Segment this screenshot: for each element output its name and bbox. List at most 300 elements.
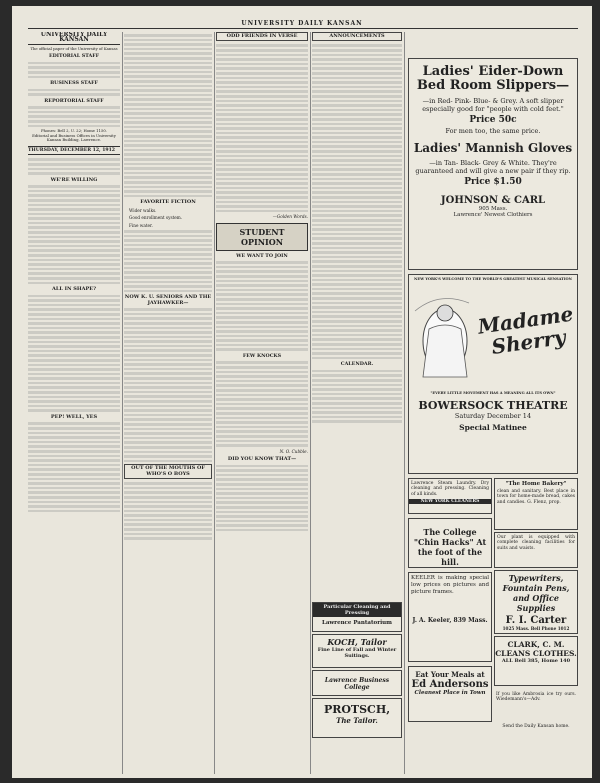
logo-line-student: STUDENT — [239, 226, 285, 237]
text-line — [312, 159, 402, 162]
text-line — [312, 191, 402, 194]
text-line — [216, 164, 308, 167]
text-line — [124, 428, 212, 431]
text-line — [216, 398, 308, 401]
text-line — [312, 132, 402, 135]
text-line — [216, 201, 308, 204]
text-line — [216, 435, 308, 438]
text-line — [124, 235, 212, 238]
text-line — [28, 468, 120, 471]
text-line — [312, 329, 402, 332]
text-line — [312, 113, 402, 116]
text-line — [124, 496, 212, 499]
text-line — [216, 511, 308, 514]
ad-keeler — [408, 572, 492, 662]
text-line — [312, 219, 402, 222]
text-line — [124, 514, 212, 517]
heading-we-want-to-join: WE WANT TO JOIN — [236, 252, 288, 259]
text-line — [216, 72, 308, 75]
text-line — [216, 497, 308, 500]
heading-calendar: CALENDAR. — [340, 361, 374, 368]
text-line — [216, 426, 308, 429]
text-line — [216, 421, 308, 424]
text-line — [28, 368, 120, 371]
ad-cleaning-pressing — [312, 602, 402, 632]
text-line — [124, 126, 212, 129]
text-line — [312, 123, 402, 126]
show-bottom-line: "EVERY LITTLE MOVEMENT HAS A MEANING ALL ITS OWN" — [430, 391, 556, 395]
heading-did-you-know: DID YOU KNOW THAT— — [227, 456, 297, 463]
text-line — [312, 256, 402, 259]
text-line — [28, 222, 120, 225]
text-line — [216, 270, 308, 273]
text-line — [124, 80, 212, 83]
text-line — [124, 195, 212, 198]
text-line — [28, 71, 120, 74]
text-line — [312, 348, 402, 351]
text-line — [124, 253, 212, 256]
text-line — [312, 118, 402, 121]
text-line — [28, 272, 120, 275]
text-line — [216, 275, 308, 278]
text-line — [216, 335, 308, 338]
text-line — [216, 430, 308, 433]
issue-date: THURSDAY, DECEMBER 12, 1912 — [28, 146, 120, 155]
text-line — [124, 121, 212, 124]
text-line — [216, 210, 308, 213]
text-line — [124, 75, 212, 78]
text-line — [216, 474, 308, 477]
text-line — [312, 54, 402, 57]
text-line — [312, 297, 402, 300]
text-line — [28, 450, 120, 453]
text-line — [312, 393, 402, 396]
text-line — [124, 451, 212, 454]
text-line — [216, 67, 308, 70]
text-line — [216, 298, 308, 301]
kansan-home-text: Send the Daily Kansan home. — [502, 724, 570, 729]
text-line — [28, 400, 120, 403]
text-line — [312, 411, 402, 414]
text-line — [312, 274, 402, 277]
text-line — [28, 386, 120, 389]
text-line — [28, 111, 120, 114]
text-line — [124, 140, 212, 143]
column-3 — [216, 32, 308, 774]
text-line — [124, 149, 212, 152]
text-line — [28, 120, 120, 123]
text-line — [216, 326, 308, 329]
text-line — [124, 39, 212, 42]
text-line — [124, 395, 212, 398]
text-line — [216, 312, 308, 315]
text-line — [28, 505, 120, 508]
text-line — [124, 455, 212, 458]
text-line — [216, 444, 308, 447]
text-line — [124, 66, 212, 69]
text-line — [124, 34, 212, 37]
text-line — [28, 66, 120, 69]
editorial-staff-heading: EDITORIAL STAFF — [48, 53, 100, 60]
text-line — [28, 501, 120, 504]
text-line — [124, 523, 212, 526]
text-line — [124, 94, 212, 97]
text-line — [124, 103, 212, 106]
theatre-date: Saturday December 14 — [454, 412, 532, 420]
masthead: UNIVERSITY DAILY KANSAN — [28, 32, 120, 45]
text-line — [124, 322, 212, 325]
text-line — [28, 295, 120, 298]
text-line — [312, 145, 402, 148]
text-line — [216, 529, 308, 532]
text-line — [124, 510, 212, 513]
text-line — [28, 382, 120, 385]
text-line — [124, 537, 212, 540]
text-line — [124, 313, 212, 316]
text-line — [312, 334, 402, 337]
text-line — [124, 52, 212, 55]
text-line — [216, 44, 308, 47]
text-line — [216, 465, 308, 468]
text-line — [124, 108, 212, 111]
text-line — [312, 86, 402, 89]
text-line — [124, 349, 212, 352]
ad-pantatorium: Lawrence Pantatorium — [322, 620, 392, 626]
carter-name: F. I. Carter — [505, 615, 567, 626]
text-line — [312, 357, 402, 360]
text-line — [28, 163, 120, 166]
text-line — [124, 248, 212, 251]
ad-protsch-sub: The Tailor. — [336, 716, 378, 725]
text-line — [216, 520, 308, 523]
plant-note-text: Our plant is equipped with complete cleaning facilities for suits and waists. — [497, 535, 575, 551]
text-line — [28, 249, 120, 252]
text-line — [28, 268, 120, 271]
text-line — [124, 405, 212, 408]
text-line — [28, 231, 120, 234]
text-line — [124, 281, 212, 284]
text-line — [124, 285, 212, 288]
text-line — [124, 446, 212, 449]
text-line — [312, 407, 402, 410]
text-line — [216, 417, 308, 420]
ad-koch-text: Fine Line of Fall and Winter Suitings. — [317, 647, 397, 659]
text-line — [124, 382, 212, 385]
text-line — [216, 316, 308, 319]
ad-plant-note — [494, 532, 578, 568]
text-line — [312, 196, 402, 199]
text-line — [28, 226, 120, 229]
text-line — [28, 254, 120, 257]
text-line — [124, 487, 212, 490]
text-line — [216, 524, 308, 527]
text-line — [312, 214, 402, 217]
text-line — [312, 270, 402, 273]
text-line — [124, 135, 212, 138]
text-line — [28, 240, 120, 243]
text-line — [28, 168, 120, 171]
ad-ed-andersons — [408, 666, 492, 722]
text-line — [312, 325, 402, 328]
text-line — [216, 104, 308, 107]
text-line — [216, 407, 308, 410]
cleaners-name: NEW YORK CLEANERS — [409, 499, 491, 504]
text-line — [124, 423, 212, 426]
text-line — [216, 159, 308, 162]
ad-business-college — [312, 670, 402, 696]
text-line — [28, 327, 120, 330]
text-line — [216, 77, 308, 80]
text-line — [124, 528, 212, 531]
text-line — [124, 354, 212, 357]
newspaper-page — [12, 6, 592, 778]
text-line — [312, 384, 402, 387]
text-line — [216, 330, 308, 333]
heading-odd-friends-in-verse: ODD FRIENDS IN VERSE — [216, 32, 308, 41]
favorite-item-1: Wider walks. — [129, 207, 157, 213]
text-line — [312, 228, 402, 231]
text-line — [124, 271, 212, 274]
phone-line: Phones: Bell 2, U. 22; Home 1150. — [40, 128, 108, 134]
text-line — [124, 71, 212, 74]
clark-sub: ALL Bell 385, Home 140 — [501, 658, 571, 664]
text-line — [28, 496, 120, 499]
ad-gloves-price: Price $1.50 — [464, 177, 522, 187]
text-line — [124, 48, 212, 51]
text-line — [312, 306, 402, 309]
text-line — [312, 81, 402, 84]
text-line — [28, 459, 120, 462]
text-line — [216, 501, 308, 504]
text-line — [28, 341, 120, 344]
text-line — [28, 478, 120, 481]
ad-firm-address: 905 Mass. — [478, 206, 508, 212]
text-line — [124, 112, 212, 115]
text-line — [216, 440, 308, 443]
text-line — [28, 354, 120, 357]
text-line — [124, 317, 212, 320]
text-line — [312, 49, 402, 52]
text-line — [312, 72, 402, 75]
text-line — [216, 63, 308, 66]
text-line — [312, 265, 402, 268]
text-line — [312, 187, 402, 190]
text-line — [312, 178, 402, 181]
text-line — [28, 455, 120, 458]
text-line — [312, 379, 402, 382]
text-line — [216, 113, 308, 116]
text-line — [28, 282, 120, 285]
heading-few-knocks: FEW KNOCKS — [242, 353, 282, 360]
anderson-name: Ed Andersons — [411, 679, 489, 690]
text-line — [312, 58, 402, 61]
column-rule — [404, 32, 405, 774]
text-line — [28, 350, 120, 353]
ad-gloves-title: Ladies' Mannish Gloves — [413, 141, 573, 155]
text-line — [216, 469, 308, 472]
ad-firm-tagline: Lawrence' Newest Clothiers — [453, 212, 533, 218]
text-line — [216, 266, 308, 269]
text-line — [312, 63, 402, 66]
text-line — [312, 201, 402, 204]
text-line — [28, 308, 120, 311]
text-line — [124, 158, 212, 161]
text-line — [124, 181, 212, 184]
text-line — [124, 153, 212, 156]
text-line — [124, 409, 212, 412]
text-line — [28, 277, 120, 280]
text-line — [216, 127, 308, 130]
text-line — [28, 217, 120, 220]
text-line — [216, 515, 308, 518]
text-line — [312, 343, 402, 346]
text-line — [28, 445, 120, 448]
text-line — [124, 418, 212, 421]
text-line — [312, 320, 402, 323]
text-line — [312, 338, 402, 341]
text-line — [28, 391, 120, 394]
text-line — [312, 402, 402, 405]
text-line — [216, 380, 308, 383]
ad-johnson-carl — [408, 58, 578, 270]
text-line — [216, 145, 308, 148]
bakery-name: "The Home Bakery" — [505, 481, 567, 487]
text-line — [312, 397, 402, 400]
text-line — [216, 280, 308, 283]
text-line — [216, 182, 308, 185]
text-line — [124, 505, 212, 508]
text-line — [216, 361, 308, 364]
text-line — [312, 370, 402, 373]
text-line — [312, 164, 402, 167]
favorite-item-2: Good enrollment system. — [129, 215, 183, 221]
knocks-signature: N. O. Cubble. — [279, 448, 308, 454]
text-line — [216, 348, 308, 351]
text-line — [216, 150, 308, 153]
text-line — [28, 487, 120, 490]
text-line — [28, 322, 120, 325]
text-line — [216, 488, 308, 491]
text-line — [124, 276, 212, 279]
text-line — [28, 427, 120, 430]
text-line — [312, 311, 402, 314]
text-line — [216, 196, 308, 199]
text-line — [124, 85, 212, 88]
text-line — [28, 199, 120, 202]
text-line — [216, 136, 308, 139]
text-line — [216, 289, 308, 292]
text-line — [28, 62, 120, 65]
heading-all-in-shape: ALL IN SHAPE? — [51, 286, 97, 293]
text-line — [124, 414, 212, 417]
text-line — [312, 136, 402, 139]
text-line — [216, 141, 308, 144]
text-line — [124, 244, 212, 247]
text-line — [124, 432, 212, 435]
ad-typewriters — [494, 570, 578, 634]
ad-protsch-tailor — [312, 698, 402, 738]
text-line — [124, 230, 212, 233]
clark-text: CLARK, C. M. CLEANS CLOTHES. — [495, 640, 577, 658]
ad-slippers-text: —in Red- Pink- Blue- & Grey. A soft slipper especially good for "people with cold feet." — [422, 97, 564, 113]
bakery-text: clean and sanitary. Best place in town for home-made bread, cakes and candies. G. Flenz, prop. — [497, 489, 575, 505]
text-line — [28, 482, 120, 485]
text-line — [28, 313, 120, 316]
text-line — [124, 186, 212, 189]
text-line — [216, 81, 308, 84]
text-line — [28, 106, 120, 109]
text-line — [124, 372, 212, 375]
typewriters-text: Typewriters, Fountain Pens, and Office Supplies — [502, 573, 570, 613]
carter-address: 1025 Mass. Bell Phone 1012 — [502, 626, 570, 631]
text-line — [124, 519, 212, 522]
text-line — [28, 158, 120, 161]
heading-out-of-the-mouths: OUT OF THE MOUTHS OF WHO'S O BOYS — [124, 464, 212, 479]
text-line — [312, 150, 402, 153]
text-line — [216, 123, 308, 126]
text-line — [124, 441, 212, 444]
text-line — [216, 261, 308, 264]
text-line — [28, 125, 120, 128]
text-line — [312, 104, 402, 107]
heading-willing: WE'RE WILLING — [50, 176, 98, 183]
heading-pep: PEP! WELL, YES — [50, 414, 98, 421]
business-staff-heading: BUSINESS STAFF — [50, 80, 98, 87]
text-line — [216, 506, 308, 509]
text-line — [28, 422, 120, 425]
text-line — [216, 178, 308, 181]
heading-announcements: ANNOUNCEMENTS — [312, 32, 402, 41]
text-line — [124, 89, 212, 92]
text-line — [28, 373, 120, 376]
text-line — [124, 437, 212, 440]
text-line — [28, 405, 120, 408]
text-line — [216, 366, 308, 369]
text-line — [28, 213, 120, 216]
keeler-text: KEELER is making special low prices on pictures and picture frames. — [411, 575, 489, 595]
text-line — [28, 115, 120, 118]
text-line — [216, 205, 308, 208]
text-line — [312, 67, 402, 70]
text-line — [124, 172, 212, 175]
ambrosia-text: If you like Ambrosia ice try ours. Wiedemann's—Adv. — [496, 692, 576, 703]
heading-seniors-jayhawker: NOW K. U. SENIORS AND THE JAYHAWKER— — [124, 294, 212, 306]
text-line — [28, 464, 120, 467]
text-line — [216, 307, 308, 310]
text-line — [28, 336, 120, 339]
text-line — [312, 388, 402, 391]
masthead-sub: The official paper of the University of Kansas — [30, 45, 118, 51]
text-line — [28, 76, 120, 79]
text-line — [216, 492, 308, 495]
column-2 — [124, 32, 212, 774]
text-line — [216, 49, 308, 52]
text-line — [28, 331, 120, 334]
text-line — [216, 155, 308, 158]
text-line — [312, 205, 402, 208]
text-line — [216, 86, 308, 89]
text-line — [28, 190, 120, 193]
ad-cleaning-title: Particular Cleaning and Pressing — [313, 603, 401, 617]
text-line — [312, 233, 402, 236]
text-line — [216, 384, 308, 387]
text-line — [312, 260, 402, 263]
text-line — [28, 441, 120, 444]
ad-ambrosia — [494, 690, 578, 720]
ad-slippers-title: Ladies' Eider-Down Bed Room Slippers— — [416, 64, 570, 93]
text-line — [28, 93, 120, 96]
heading-favorite-fiction: FAVORITE FICTION — [140, 199, 196, 206]
